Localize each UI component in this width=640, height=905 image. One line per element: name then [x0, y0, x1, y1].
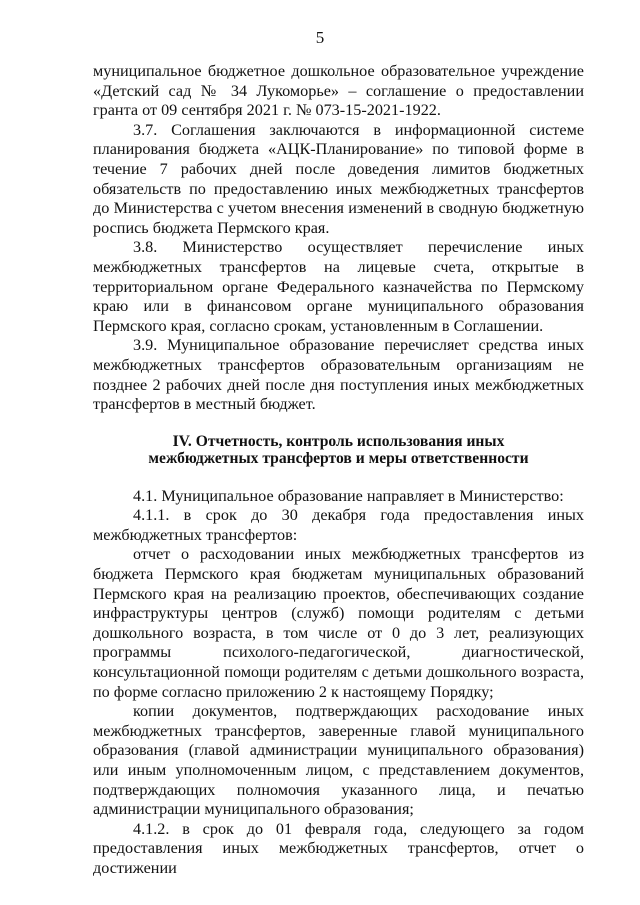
section-heading-line-2: межбюджетных трансфертов и меры ответственности: [148, 449, 529, 467]
paragraph-4-1: 4.1. Муниципальное образование направляет в Министерство:: [133, 486, 564, 505]
section-heading-line-1: IV. Отчетность, контроль использования иных: [172, 432, 505, 450]
paragraph-grant-agreement: муниципальное бюджетное дошкольное образовательное учреждение «Детский сад № 34 Лукоморье» – соглашение о предоставлении гранта от 09 сентября 2021 г. № 073-15-2021-1922.: [93, 62, 584, 120]
paragraph-document-copies: копии документов, подтверждающих расходование иных межбюджетных трансфертов, заверенные главой муниципального образования (главой администрации муниципального образования) или иным уполномоченным лицом, с представлением документов, подтверждающих полномочия указанного лица, и печатью администрации муниципального образования;: [93, 702, 584, 819]
page-number: 5: [315, 28, 325, 47]
paragraph-4-1-1: 4.1.1. в срок до 30 декабря года предоставления иных межбюджетных трансфертов:: [93, 506, 584, 544]
paragraph-3-7: 3.7. Соглашения заключаются в информационной системе планирования бюджета «АЦК-Планирование» по типовой форме в течение 7 рабочих дней после доведения лимитов бюджетных обязательств по предоставлению иных межбюджетных трансфертов до Министерства с учетом внесения изменений в сводную бюджетную роспись бюджета Пермского края.: [93, 120, 584, 237]
paragraph-3-9: 3.9. Муниципальное образование перечисляет средства иных межбюджетных трансфертов образовательным организациям не позднее 2 рабочих дней после дня поступления иных межбюджетных трансфертов в местный бюджет.: [93, 336, 584, 414]
paragraph-expense-report: отчет о расходовании иных межбюджетных трансфертов из бюджета Пермского края бюджетам муниципальных образований Пермского края на реализацию проектов, обеспечивающих создание инфраструктуры центров (служб) помощи родителям с детьми дошкольного возраста, в том числе от 0 до 3 лет, реализующих программы психолого-педагогической, диагностической, консультационной помощи родителям с детьми дошкольного возраста, по форме согласно приложению 2 к настоящему Порядку;: [93, 545, 584, 701]
document-body: [93, 62, 584, 879]
paragraph-4-1-2: 4.1.2. в срок до 01 февраля года, следующего за годом предоставления иных межбюджетных трансфертов, отчет о достижении: [93, 819, 584, 877]
paragraph-3-8: 3.8. Министерство осуществляет перечисление иных межбюджетных трансфертов на лицевые счета, открытые в территориальном органе Федерального казначейства по Пермскому краю или в финансовом органе муниципального образования Пермского края, согласно срокам, установленным в Соглашении.: [93, 238, 584, 335]
